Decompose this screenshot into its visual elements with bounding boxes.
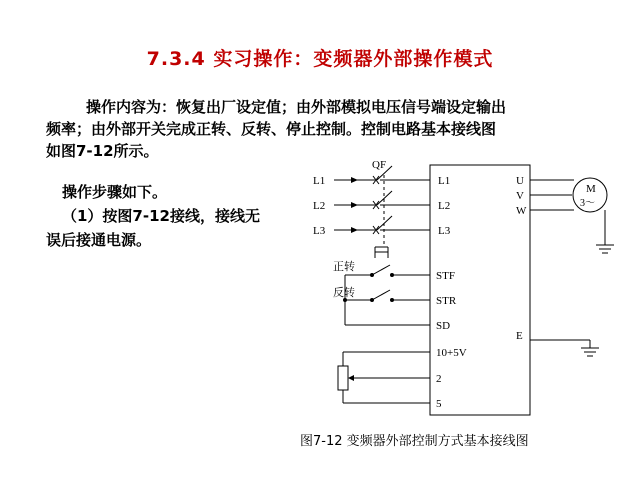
fwd-switch-blade bbox=[372, 265, 390, 275]
steps-line: 操作步骤如下。 bbox=[62, 183, 168, 201]
intro-line: 频率；由外部开关完成正转、反转、停止控制。控制电路基本接线图 bbox=[46, 120, 497, 138]
terminal-5: 5 bbox=[436, 398, 442, 410]
terminal-stf: STF bbox=[436, 270, 455, 282]
terminal-v: V bbox=[516, 190, 524, 202]
input-line-l1: L1 bbox=[313, 175, 326, 187]
steps-line: 误后接通电源。 bbox=[46, 231, 152, 249]
rev-switch-blade bbox=[372, 290, 390, 300]
fwd-switch-label: 正转 bbox=[333, 261, 355, 273]
slide-title: 7.3.4 实习操作：变频器外部操作模式 bbox=[146, 48, 494, 70]
breaker-label: QF bbox=[372, 159, 387, 171]
terminal-str: STR bbox=[436, 295, 457, 307]
terminal-u: U bbox=[516, 175, 524, 187]
input-line-l3: L3 bbox=[313, 225, 326, 237]
rev-switch-label: 反转 bbox=[333, 287, 355, 299]
terminal-2: 2 bbox=[436, 373, 442, 385]
intro-line: 如图7-12所示。 bbox=[46, 142, 159, 160]
terminal-w: W bbox=[516, 205, 527, 217]
figure-caption: 图7-12 变频器外部控制方式基本接线图 bbox=[300, 434, 529, 449]
motor-ground-icon bbox=[596, 245, 614, 253]
terminal-l2: L2 bbox=[438, 200, 451, 212]
terminal-l3: L3 bbox=[438, 225, 451, 237]
motor-label: M bbox=[586, 183, 596, 195]
terminal-sd: SD bbox=[436, 320, 451, 332]
terminal-e: E bbox=[516, 330, 523, 342]
potentiometer bbox=[338, 366, 348, 390]
intro-line: 操作内容为：恢复出厂设定值；由外部模拟电压信号端设定输出 bbox=[86, 98, 507, 116]
motor-phase: 3～ bbox=[580, 198, 595, 209]
terminal-10v: 10+5V bbox=[436, 347, 467, 359]
steps-line: （1）按图7-12接线，接线无 bbox=[62, 207, 260, 225]
input-line-l2: L2 bbox=[313, 200, 326, 212]
e-ground-icon bbox=[581, 348, 599, 356]
terminal-l1: L1 bbox=[438, 175, 451, 187]
